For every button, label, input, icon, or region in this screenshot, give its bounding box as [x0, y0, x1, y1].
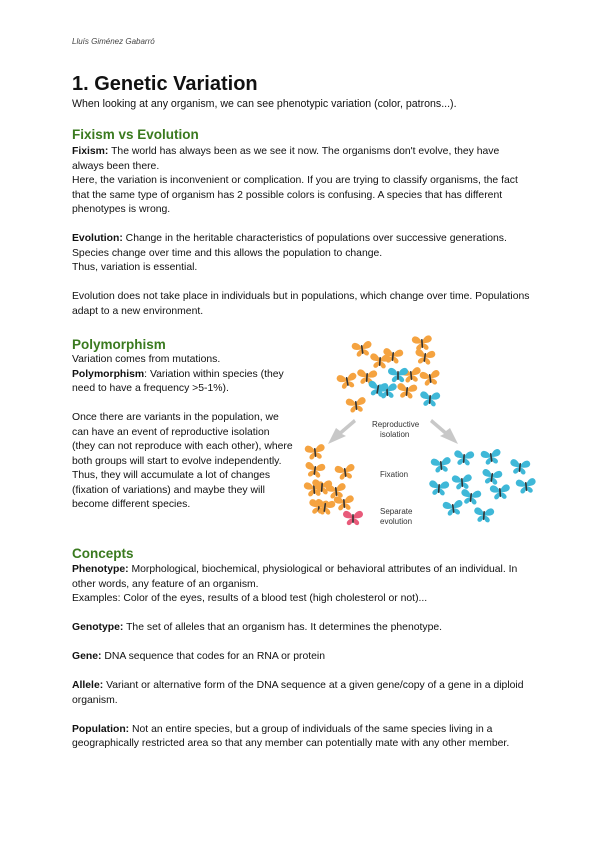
- allele-definition: Variant or alternative form of the DNA sequence at a given gene/copy of a gene in a diploid organism.: [72, 680, 524, 706]
- polymorphism-speciation: Thus, they will accumulate a lot of changes (fixation of variations) and maybe they will become different species.: [72, 470, 271, 510]
- section-heading-concepts: Concepts: [72, 546, 134, 561]
- population-term: Population:: [72, 723, 130, 735]
- phenotype-definition: Morphological, biochemical, physiological or behavioral attributes of an individual. In other words, any feature of an organism.: [72, 564, 518, 590]
- evolution-population-note: Evolution does not take place in individuals but in populations, which change over time. Populations adapt to a new environment.: [72, 291, 530, 317]
- population-definition: Not an entire species, but a group of individuals of the same species living in a geographically restricted area so that any member can potentially mate with any other member.: [72, 723, 510, 749]
- butterfly-icon: [304, 444, 325, 460]
- label-isolation: isolation: [380, 430, 410, 439]
- label-evolution: evolution: [380, 517, 413, 526]
- author-header: Lluís Giménez Gabarró: [72, 37, 155, 46]
- polymorphism-isolation: Once there are variants in the population, we can have an event of reproductive isolation (they can not reproduce with each other), where both groups will start to evolve independently.: [72, 412, 293, 467]
- orange-population: [304, 444, 363, 525]
- butterfly-icon: [460, 489, 481, 505]
- butterfly-icon: [412, 335, 433, 351]
- page-title: 1. Genetic Variation: [72, 73, 258, 95]
- phenotype-term: Phenotype:: [72, 564, 129, 575]
- polymorphism-intro: Variation comes from mutations.: [72, 354, 221, 365]
- butterfly-icon: [414, 349, 436, 366]
- butterfly-icon: [481, 469, 503, 486]
- butterfly-icon: [334, 495, 355, 511]
- right-arrow: [430, 419, 458, 444]
- allele-term: Allele:: [72, 680, 104, 691]
- fixism-explanation: Here, the variation is inconvenient or complication. If you are trying to classify organisms, the fact that the same type of organism has 2 possible colors is confusing. A species that has different phenotypes is wrong.: [72, 175, 518, 215]
- speciation-diagram: [298, 330, 560, 530]
- butterfly-icon: [442, 500, 464, 517]
- butterfly-icon: [473, 507, 494, 523]
- butterfly-icon: [419, 391, 440, 407]
- polymorphism-block: [72, 353, 294, 513]
- mixed-population: [336, 335, 441, 413]
- butterfly-icon: [490, 484, 511, 500]
- label-separate: Separate: [380, 507, 413, 516]
- fixism-definition: The world has always been as we see it now. The organisms don't evolve, they have always been there.: [72, 146, 500, 172]
- butterfly-icon: [334, 464, 356, 481]
- left-arrow: [328, 419, 356, 444]
- evolution-term: Evolution:: [72, 233, 123, 244]
- butterfly-icon: [453, 450, 474, 466]
- butterfly-icon: [428, 480, 449, 496]
- butterfly-icon: [304, 462, 326, 479]
- butterfly-icon: [430, 457, 451, 473]
- intro-text: When looking at any organism, we can see phenotypic variation (color, patrons...).: [72, 98, 457, 110]
- gene-definition: DNA sequence that codes for an RNA or protein: [101, 651, 325, 662]
- label-reproductive: Reproductive: [372, 420, 420, 429]
- fixism-block: [72, 145, 532, 319]
- butterfly-icon: [515, 478, 536, 494]
- speciation-figure: [298, 330, 560, 530]
- butterfly-icon: [480, 449, 502, 466]
- fixism-term: Fixism:: [72, 146, 109, 157]
- polymorphism-term: Polymorphism: [72, 368, 145, 380]
- label-fixation: Fixation: [380, 470, 409, 479]
- section-heading-polymorphism: Polymorphism: [72, 337, 166, 352]
- gene-term: Gene:: [72, 651, 102, 662]
- genotype-definition: The set of alleles that an organism has. It determines the phenotype.: [123, 622, 443, 633]
- genotype-term: Genotype:: [72, 622, 124, 633]
- butterfly-icon: [396, 383, 417, 399]
- butterfly-icon: [369, 353, 390, 369]
- butterfly-icon: [336, 372, 358, 390]
- evolution-conclusion: Thus, variation is essential.: [72, 262, 198, 273]
- concepts-block: [72, 563, 534, 752]
- butterfly-icon: [509, 459, 530, 475]
- blue-population: [428, 449, 536, 523]
- butterfly-icon: [351, 341, 373, 358]
- butterfly-icon: [419, 370, 441, 387]
- phenotype-examples: Examples: Color of the eyes, results of a blood test (high cholesterol or not)...: [72, 593, 428, 604]
- butterfly-icon: [343, 511, 363, 525]
- section-heading-fixism: Fixism vs Evolution: [72, 127, 199, 142]
- polymorphism-definition: : Variation within species (they need to have a frequency >5-1%).: [72, 368, 284, 394]
- butterfly-icon: [452, 474, 473, 490]
- butterfly-icon: [345, 397, 366, 413]
- evolution-definition: Change in the heritable characteristics of populations over successive generations. Species change over time and this allows the population to change.: [72, 233, 507, 259]
